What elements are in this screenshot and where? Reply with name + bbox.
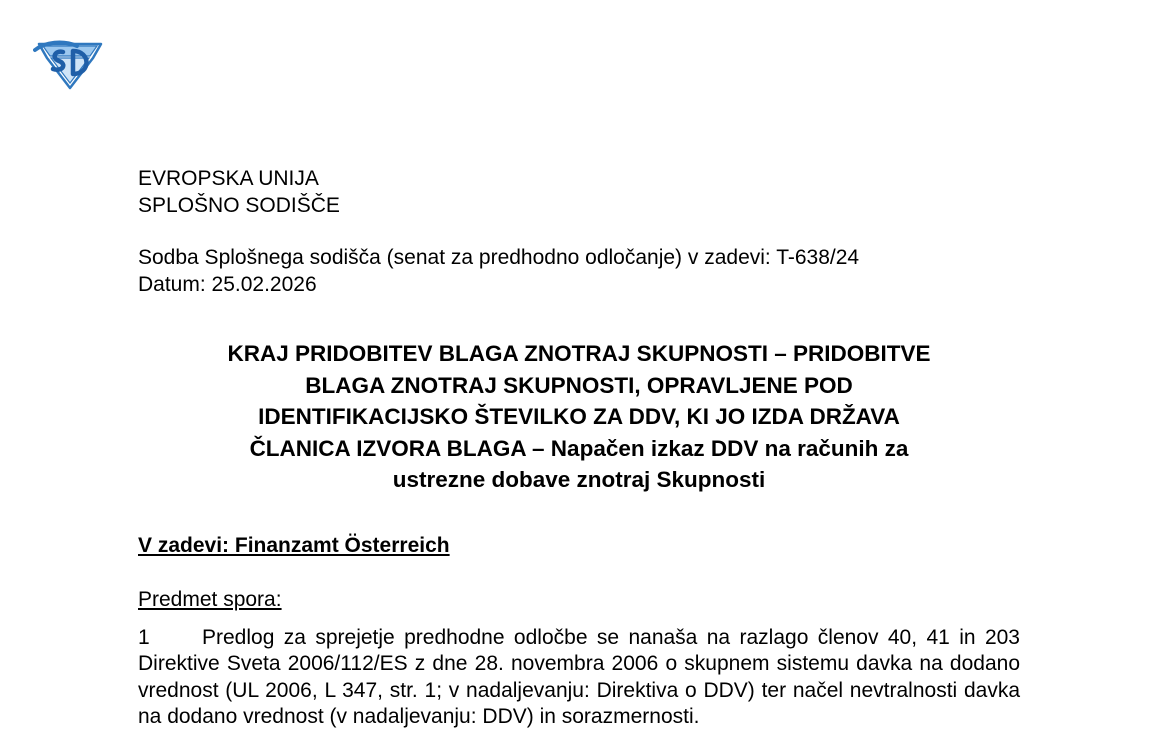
paragraph-number: 1 (138, 626, 150, 649)
case-info (138, 245, 859, 298)
court-union-line: EVROPSKA UNIJA (138, 167, 319, 190)
court-name-line: SPLOŠNO SODIŠČE (138, 193, 340, 217)
court-header (138, 166, 340, 219)
parties-line: V zadevi: Finanzamt Österreich (138, 534, 450, 557)
court-logo-icon (33, 36, 107, 92)
judgment-heading (138, 338, 1020, 496)
heading-line-5: ustrezne dobave znotraj Skupnosti (392, 467, 766, 492)
paragraph-text: Predlog za sprejetje predhodne odločbe se nanaša na razlago členov 40, 41 in 203 Direktive Sveta 2006/112/ES z dne 28. novembra 2006 o skupnem sistemu davka na dodano vrednost (UL 2006, L 347, str. 1; v nadaljevanju: Direktiva o DDV) ter načel nevtralnosti davka na dodano vrednost (v nadaljevanju: DDV) in sorazmernosti. (138, 626, 1020, 728)
heading-line-2: BLAGA ZNOTRAJ SKUPNOSTI, OPRAVLJENE POD (305, 372, 853, 398)
heading-line-1: KRAJ PRIDOBITEV BLAGA ZNOTRAJ SKUPNOSTI – PRIDOBITVE (227, 341, 931, 366)
heading-line-3: IDENTIFIKACIJSKO ŠTEVILKO ZA DDV, KI JO IZDA DRŽAVA (258, 404, 900, 429)
subject-label: Predmet spora: (138, 588, 282, 611)
case-date: Datum: 25.02.2026 (138, 272, 317, 296)
case-reference: Sodba Splošnega sodišča (senat za predhodno odločanje) v zadevi: T-638/24 (138, 246, 860, 269)
heading-line-4: ČLANICA IZVORA BLAGA – Napačen izkaz DDV na računih za (249, 435, 909, 461)
paragraph-1 (138, 625, 1020, 730)
